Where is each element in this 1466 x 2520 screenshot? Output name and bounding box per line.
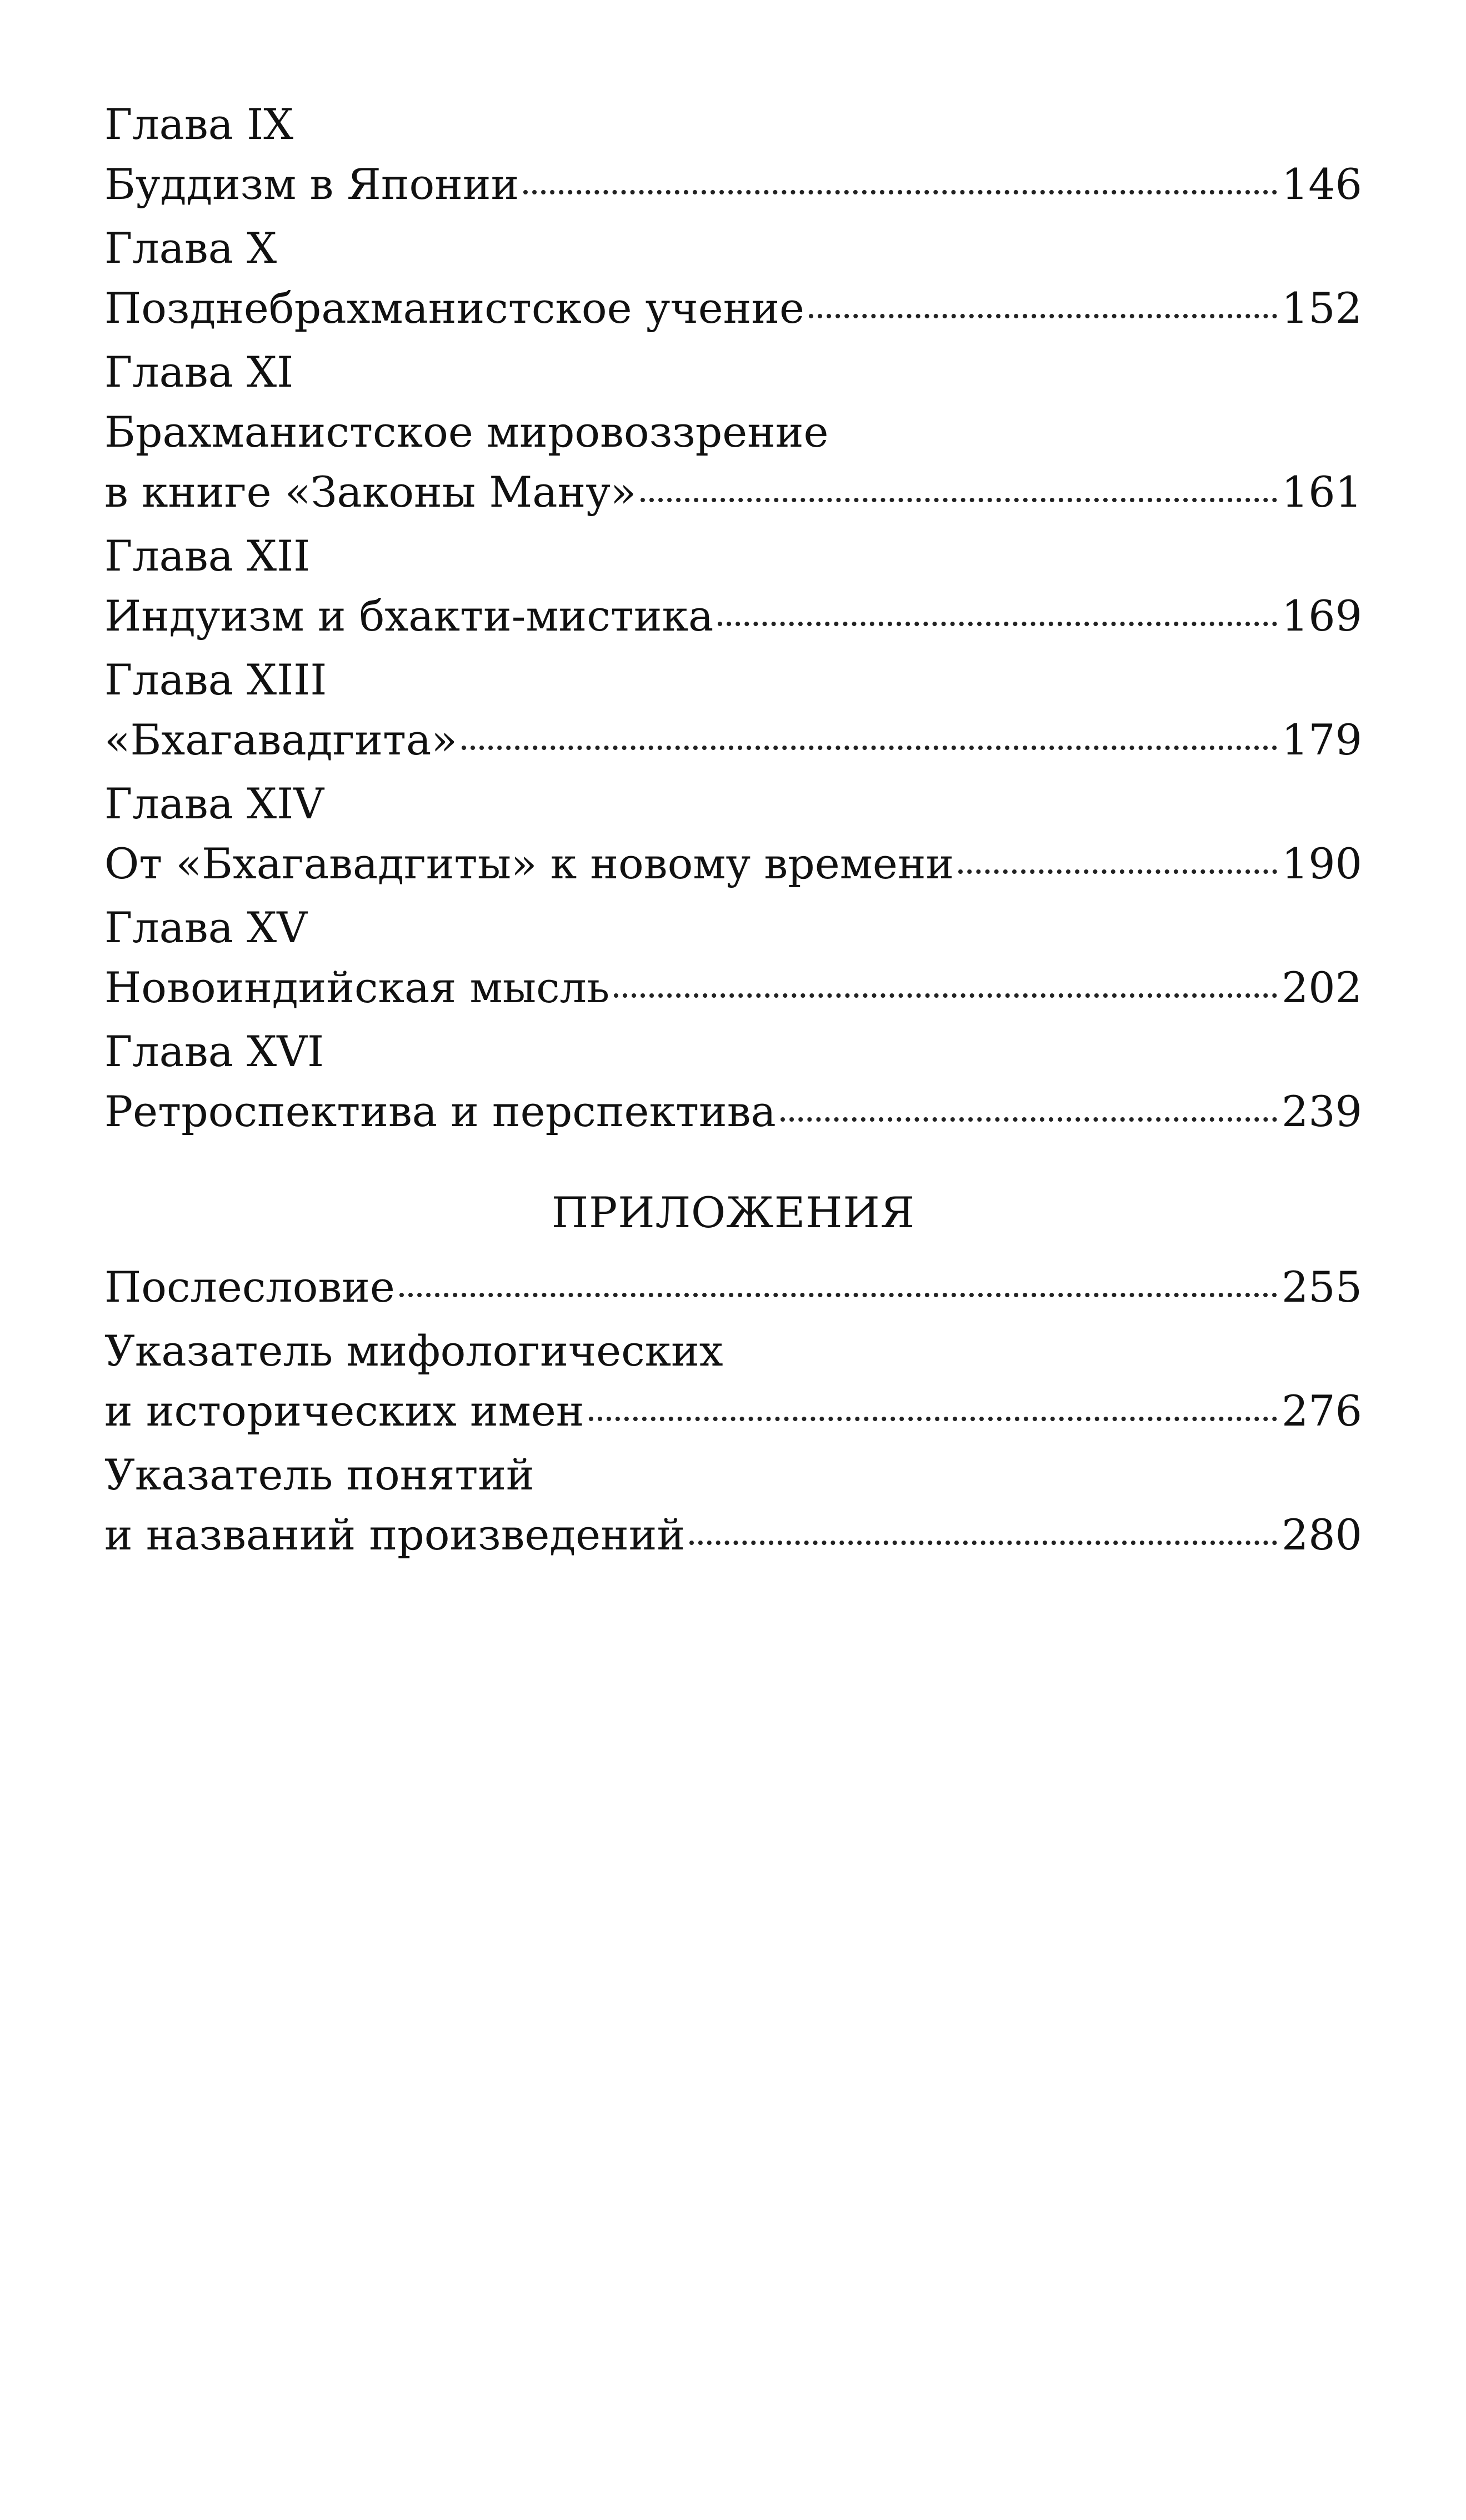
toc-entry-line[interactable]	[104, 278, 1362, 338]
chapter-title: От «Бхагавадгиты» к новому времени	[104, 839, 954, 888]
toc-entry-line[interactable]	[104, 1505, 1362, 1565]
chapter-label: Глава XV	[104, 903, 308, 952]
chapter-title-line: Брахманистское мировоззрение	[104, 407, 829, 457]
toc-chapter-13	[104, 650, 1362, 770]
entry-title: и названий произведений	[104, 1510, 686, 1559]
toc-entry-line[interactable]	[104, 1257, 1362, 1317]
toc-page	[104, 94, 1362, 1569]
toc-entry-line[interactable]	[104, 462, 1362, 522]
toc-entry-line[interactable]	[104, 586, 1362, 646]
chapter-title: Новоиндийская мысль	[104, 963, 610, 1012]
page-number: 169	[1281, 591, 1362, 641]
entry-title: и исторических имен	[104, 1386, 584, 1436]
dot-leader	[523, 190, 1277, 194]
entry-title-line: Указатель понятий	[104, 1450, 534, 1499]
toc-chapter-9	[104, 94, 1362, 214]
page-number: 152	[1281, 283, 1362, 333]
toc-chapter-12	[104, 526, 1362, 646]
appendix-entry-concepts-index	[104, 1445, 1362, 1565]
dot-leader	[809, 314, 1277, 318]
chapter-title: «Бхагавадгита»	[104, 715, 457, 764]
chapter-label: Глава XIV	[104, 779, 324, 828]
dot-leader	[718, 622, 1277, 626]
page-number: 161	[1281, 467, 1362, 517]
chapter-label: Глава X	[104, 223, 277, 273]
toc-chapter-14	[104, 774, 1362, 894]
toc-entry-line[interactable]	[104, 710, 1362, 770]
chapter-title: в книге «Законы Ману»	[104, 467, 637, 517]
chapter-title: Буддизм в Японии	[104, 159, 519, 209]
dot-leader	[689, 1541, 1277, 1545]
page-number: 255	[1281, 1262, 1362, 1312]
appendix-section	[104, 1257, 1362, 1565]
dot-leader	[958, 869, 1277, 874]
appendix-entry-names-index	[104, 1321, 1362, 1441]
page-number: 190	[1281, 839, 1362, 888]
toc-entry-line[interactable]	[104, 1082, 1362, 1142]
chapter-title: Позднебрахманистское учение	[104, 283, 805, 333]
toc-chapter-15	[104, 898, 1362, 1018]
toc-chapter-16	[104, 1022, 1362, 1142]
appendix-entry-afterword	[104, 1257, 1362, 1317]
chapter-title: Индуизм и бхакти-мистика	[104, 591, 714, 641]
toc-entry-line[interactable]	[104, 834, 1362, 894]
appendix-heading: ПРИЛОЖЕНИЯ	[551, 1188, 915, 1237]
page-number: 202	[1281, 963, 1362, 1012]
dot-leader	[641, 498, 1277, 502]
toc-entry-line[interactable]	[104, 1381, 1362, 1441]
chapter-label: Глава XI	[104, 347, 294, 397]
page-number: 280	[1281, 1510, 1362, 1559]
table-of-contents	[104, 94, 1362, 1565]
toc-entry-line[interactable]	[104, 154, 1362, 214]
dot-leader	[614, 993, 1277, 998]
dot-leader	[780, 1117, 1277, 1122]
dot-leader	[399, 1293, 1277, 1297]
chapter-label: Глава IX	[104, 99, 294, 149]
toc-entry-line[interactable]	[104, 958, 1362, 1018]
toc-chapter-10	[104, 218, 1362, 338]
page-number: 146	[1281, 159, 1362, 209]
dot-leader	[589, 1417, 1277, 1421]
page-number: 276	[1281, 1386, 1362, 1436]
chapter-label: Глава XII	[104, 531, 311, 581]
entry-title-line: Указатель мифологических	[104, 1326, 723, 1376]
entry-title: Послесловие	[104, 1262, 395, 1312]
chapter-title: Ретроспектива и перспектива	[104, 1087, 776, 1136]
chapter-label: Глава XVI	[104, 1027, 324, 1076]
page-number: 239	[1281, 1087, 1362, 1136]
dot-leader	[462, 746, 1277, 750]
page-number: 179	[1281, 715, 1362, 764]
chapter-label: Глава XIII	[104, 655, 327, 704]
toc-chapter-11	[104, 342, 1362, 522]
